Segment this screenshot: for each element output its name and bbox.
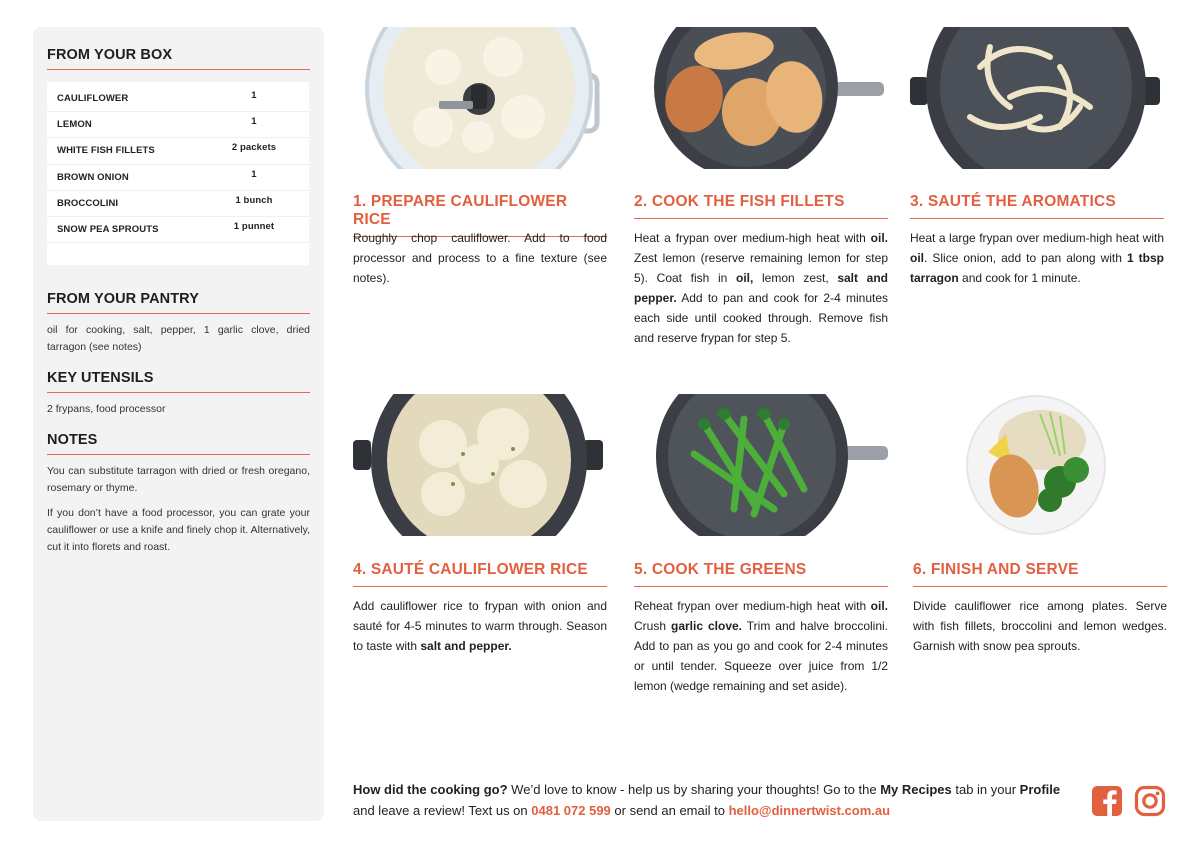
text-segment: Add to pan and cook for 2-4 minutes each side until cooked through. Remove fish and reserve frypan for step 5. [634, 291, 888, 345]
table-row [47, 217, 309, 243]
bold-ingredient: oil [910, 251, 924, 265]
ingredient-name: BROCCOLINI [57, 197, 119, 209]
ingredient-qty: 1 [251, 116, 257, 128]
pantry-heading: FROM YOUR PANTRY [47, 291, 310, 314]
text-segment: Crush [634, 619, 671, 633]
footer-text: We’d love to know - help us by sharing your thoughts! Go to the [507, 782, 881, 797]
text-segment: Heat a large frypan over medium-high heat with [910, 231, 1164, 245]
text-segment: Divide cauliflower rice among plates. Serve with fish fillets, broccolini and lemon wedges. Garnish with snow pea sprouts. [913, 599, 1167, 653]
footer-text: tab in your [951, 782, 1020, 797]
step-2-text [634, 228, 888, 348]
step-2-image [634, 27, 888, 169]
step-6-title: 6. FINISH AND SERVE [913, 561, 1167, 587]
box-ingredients-table [47, 82, 309, 265]
table-row [47, 86, 309, 112]
bold-ingredient: oil. [870, 231, 888, 245]
step-5-text [634, 596, 888, 696]
ingredient-name: WHITE FISH FILLETS [57, 145, 155, 157]
text-segment: . Slice onion, add to pan along with [924, 251, 1127, 265]
footer-bold: My Recipes [880, 782, 952, 797]
step-3-image [910, 27, 1164, 169]
ingredient-name: SNOW PEA SPROUTS [57, 224, 159, 236]
facebook-icon[interactable] [1091, 785, 1123, 817]
note-1: You can substitute tarragon with dried or fresh oregano, rosemary or thyme. [47, 465, 310, 494]
table-row [47, 191, 309, 217]
feedback-footer [353, 779, 1073, 821]
footer-text: or send an email to [610, 803, 729, 818]
step-4-text [353, 596, 607, 656]
text-segment: and cook for 1 minute. [958, 271, 1081, 285]
bold-ingredient: salt and pepper. [634, 271, 888, 305]
footer-text: and leave a review! Text us on [353, 803, 532, 818]
bold-ingredient: garlic clove. [671, 619, 743, 633]
ingredient-qty: 1 punnet [233, 221, 275, 233]
ingredient-qty: 2 packets [231, 142, 277, 154]
bold-ingredient: 1 tbsp tarragon [910, 251, 1164, 285]
step-1-text [353, 228, 607, 288]
table-row [47, 138, 309, 164]
pantry-text: oil for cooking, salt, pepper, 1 garlic clove, dried tarragon (see notes) [47, 324, 310, 353]
bold-ingredient: salt and pepper. [420, 639, 512, 653]
box-heading: FROM YOUR BOX [47, 47, 310, 70]
utensils-text: 2 frypans, food processor [47, 403, 166, 415]
step-1-image [353, 27, 607, 169]
step-6-image [910, 394, 1164, 536]
step-5-image [634, 394, 888, 536]
ingredient-name: LEMON [57, 119, 92, 131]
text-segment: Add cauliflower rice to frypan with onion and sauté for 4-5 minutes to warm through. Season to taste with [353, 599, 607, 653]
utensils-heading: KEY UTENSILS [47, 370, 310, 393]
sidebar [33, 27, 324, 821]
step-2-title: 2. COOK THE FISH FILLETS [634, 193, 888, 219]
step-4-title: 4. SAUTÉ CAULIFLOWER RICE [353, 561, 607, 587]
instagram-icon[interactable] [1134, 785, 1166, 817]
step-5-title: 5. COOK THE GREENS [634, 561, 888, 587]
step-3-title: 3. SAUTÉ THE AROMATICS [910, 193, 1164, 219]
bold-ingredient: oil. [870, 599, 888, 613]
text-segment: Reheat frypan over medium-high heat with [634, 599, 871, 613]
ingredient-qty: 1 [251, 168, 257, 180]
bold-ingredient: oil, [735, 271, 754, 285]
ingredient-qty: 1 [251, 90, 257, 102]
text-segment: Trim and halve broccolini. Add to pan as you go and cook for 2-4 minutes or until tender. Squeeze over juice from 1/2 lemon (wedge remaining and set aside). [634, 619, 888, 693]
ingredient-name: CAULIFLOWER [57, 93, 129, 105]
text-segment: Zest lemon (reserve remaining lemon for step 5). Coat fish in [634, 251, 888, 285]
notes-heading: NOTES [47, 432, 310, 455]
text-segment: lemon zest, [753, 271, 838, 285]
footer-bold: How did the cooking go? [353, 782, 508, 797]
step-6-text [913, 596, 1167, 656]
email-link[interactable]: hello@dinnertwist.com.au [728, 803, 891, 818]
step-3-text [910, 228, 1164, 288]
ingredient-name: BROWN ONION [57, 171, 129, 183]
table-row [47, 165, 309, 191]
footer-bold: Profile [1019, 782, 1061, 797]
step-1-title: 1. PREPARE CAULIFLOWER RICE [353, 193, 607, 237]
text-segment: Heat a frypan over medium-high heat with [634, 231, 871, 245]
note-2: If you don’t have a food processor, you can grate your cauliflower or use a knife and finely chop it. Alternatively, cut it into florets and roast. [47, 507, 310, 553]
text-segment: Roughly chop cauliflower. Add to food processor and process to a fine texture (see notes). [353, 231, 607, 285]
table-row [47, 112, 309, 138]
phone-link[interactable]: 0481 072 599 [531, 803, 611, 818]
step-4-image [353, 394, 607, 536]
ingredient-qty: 1 bunch [235, 194, 273, 206]
